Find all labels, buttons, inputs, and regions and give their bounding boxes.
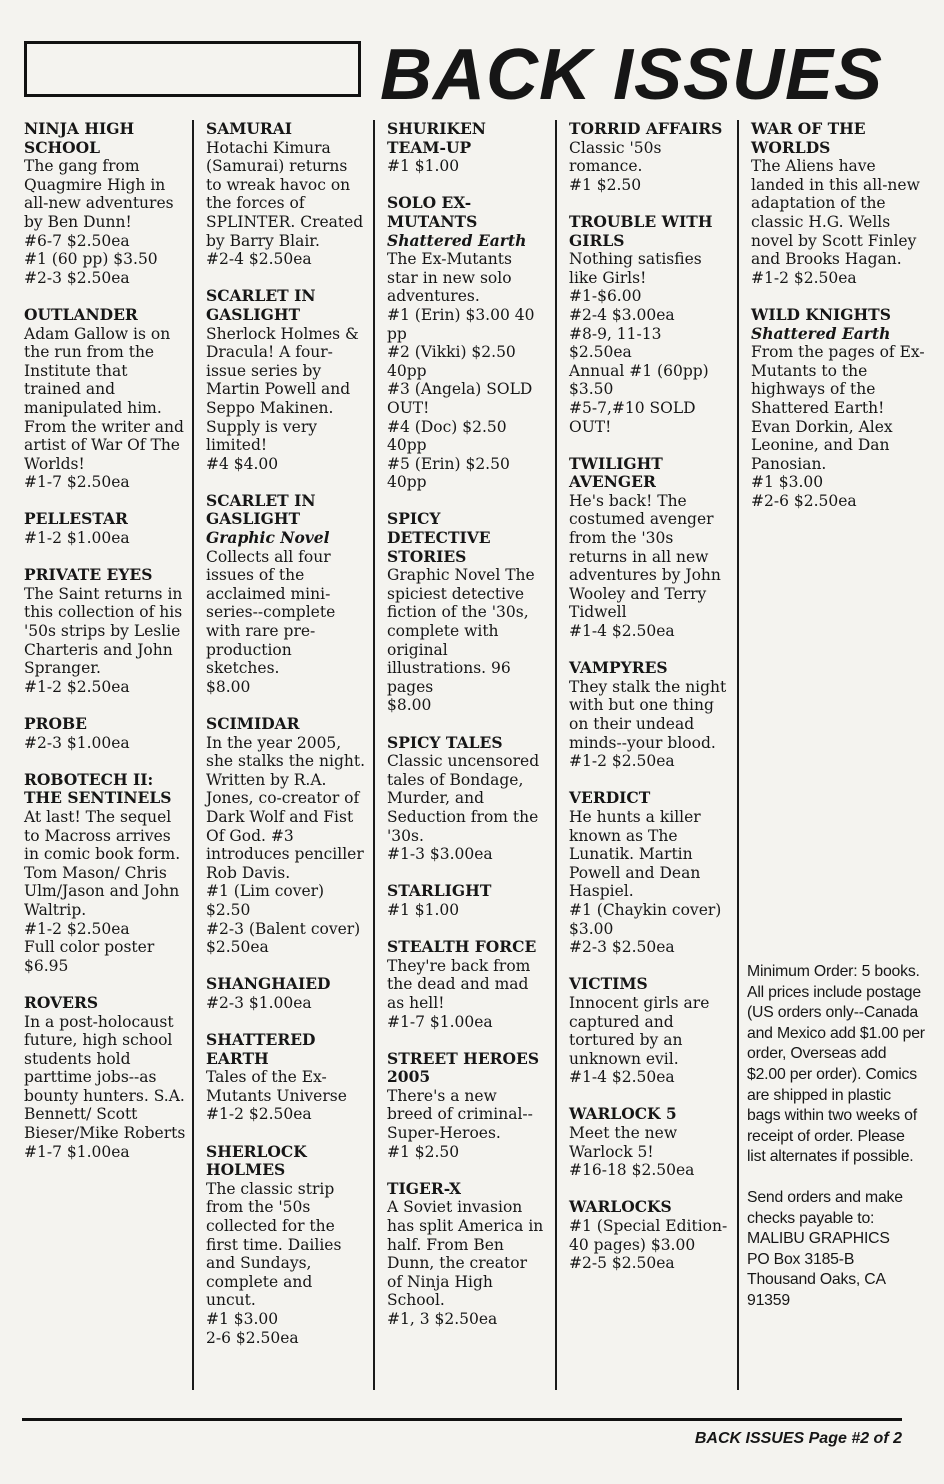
issue-entry <box>569 659 729 771</box>
order-info <box>747 962 927 1312</box>
issue-description: Classic '50s romance. <box>569 138 662 176</box>
issue-prices: $8.00 <box>206 677 251 696</box>
issue-entry <box>24 510 186 547</box>
issue-prices: #1-2 $2.50ea <box>751 268 857 287</box>
issue-title: SHANGHAIED <box>206 974 331 994</box>
issue-description: Classic uncensored tales of Bondage, Murder, and Seduction from the '30s. <box>387 752 540 845</box>
issue-entry <box>387 510 545 715</box>
issue-prices: #16-18 $2.50ea <box>569 1161 695 1180</box>
issue-title: SPICY TALES <box>387 732 503 752</box>
issue-entry <box>569 455 729 641</box>
page-footer: BACK ISSUES Page #2 of 2 <box>694 1430 902 1447</box>
issue-description: Tales of the Ex-Mutants Universe <box>206 1068 347 1105</box>
issue-subtitle: Graphic Novel <box>206 528 330 548</box>
issue-entry <box>569 213 729 436</box>
issue-entry <box>24 715 186 752</box>
issue-prices: #1-4 $2.50ea <box>569 622 675 641</box>
issue-title: VICTIMS <box>569 974 648 994</box>
issue-description: In the year 2005, she stalks the night. Written by R.A. Jones, co-creator of Dark Wolf and Fist Of God. #3 introduces penciller Rob Davis. <box>206 733 366 882</box>
issue-prices: #4 $4.00 <box>206 454 279 473</box>
issue-entry <box>387 1050 545 1162</box>
issue-prices: #1-2 $2.50ea <box>24 677 130 696</box>
column-divider <box>737 120 739 1390</box>
issue-entry <box>206 287 366 473</box>
issue-title: PRIVATE EYES <box>24 565 153 585</box>
issue-description: In a post-holocaust future, high school students hold parttime jobs--as bounty hunters. S.A. Bennett/ Scott Bieser/Mike Roberts <box>24 1012 186 1143</box>
issue-title: SHURIKEN TEAM-UP <box>387 119 486 157</box>
issue-title: WARLOCKS <box>569 1197 672 1217</box>
issue-entry <box>206 492 366 697</box>
issue-title: WILD KNIGHTS <box>751 304 891 324</box>
issue-entry <box>751 306 926 511</box>
issue-entry <box>751 120 926 287</box>
issue-title: STEALTH FORCE <box>387 937 537 957</box>
issue-title: SCARLET IN GASLIGHT <box>206 286 316 324</box>
issue-title: SHERLOCK HOLMES <box>206 1141 307 1180</box>
issue-prices: #1 (Erin) $3.00 40 pp #2 (Vikki) $2.50 40pp #3 (Angela) SOLD OUT! #4 (Doc) $2.50 40pp #5 (Erin) $2.50 40pp <box>387 305 535 492</box>
order-send-text: Send orders and make checks payable to: <box>747 1188 903 1227</box>
issue-title: SCARLET IN GASLIGHT <box>206 490 316 529</box>
blank-header-box <box>24 41 361 97</box>
issue-title: VERDICT <box>569 788 651 808</box>
issue-entry <box>387 194 545 492</box>
issue-prices: #1 (Special Edition-40 pages) $3.00 #2-5 $2.50ea <box>569 1217 728 1273</box>
issue-title: SPICY DETECTIVE STORIES <box>387 509 491 566</box>
column-4 <box>569 120 729 1410</box>
issue-prices: $8.00 <box>387 696 432 715</box>
column-3 <box>387 120 545 1410</box>
page-title: BACK ISSUES <box>380 35 884 115</box>
issue-description: Adam Gallow is on the run from the Institute that trained and manipulated him. From the writer and artist of War Of The Worlds! <box>24 324 184 473</box>
issue-prices: #1-7 $1.00ea <box>387 1012 493 1031</box>
issue-title: NINJA HIGH SCHOOL <box>24 119 135 157</box>
issue-description: Innocent girls are captured and tortured by an unknown evil. <box>569 993 710 1068</box>
issue-entry <box>387 120 545 176</box>
issue-description: He's back! The costumed avenger from the '30s returns in all new adventures by John Wooley and Terry Tidwell <box>569 491 721 622</box>
column-divider <box>192 120 194 1390</box>
issue-prices: #1-4 $2.50ea <box>569 1068 675 1087</box>
issue-prices: #2-3 $1.00ea <box>206 993 312 1012</box>
issue-entry <box>24 120 186 287</box>
issue-prices: #1 $1.00 <box>387 900 460 919</box>
issue-entry <box>206 715 366 957</box>
issue-prices: #1 $1.00 <box>387 157 460 176</box>
issue-prices: #1-$6.00 #2-4 $3.00ea #8-9, 11-13 $2.50ea Annual #1 (60pp) $3.50 #5-7,#10 SOLD OUT! <box>569 287 709 436</box>
issue-title: TIGER-X <box>387 1178 462 1198</box>
issue-prices: #1-3 $3.00ea <box>387 845 493 864</box>
footer-rule <box>22 1418 902 1421</box>
issue-entry <box>387 1180 545 1329</box>
issue-entry <box>569 975 729 1087</box>
issue-title: TWILIGHT AVENGER <box>569 453 663 492</box>
issue-prices: #1, 3 $2.50ea <box>387 1310 498 1328</box>
issue-title: PROBE <box>24 714 87 733</box>
issue-entry <box>206 1031 366 1124</box>
issue-title: ROBOTECH II: THE SENTINELS <box>24 769 172 808</box>
issue-title: ROVERS <box>24 992 99 1012</box>
column-divider <box>555 120 557 1390</box>
mailing-address: MALIBU GRAPHICS PO Box 3185-B Thousand Oaks, CA 91359 <box>747 1230 890 1309</box>
issue-entry <box>387 734 545 864</box>
issue-description: The classic strip from the '50s collected for the first time. Dailies and Sundays, complete and uncut. <box>206 1179 342 1310</box>
column-divider <box>373 120 375 1390</box>
issue-entry <box>24 306 186 492</box>
issue-subtitle: Shattered Earth <box>387 230 527 250</box>
issue-title: WARLOCK 5 <box>569 1104 677 1124</box>
issue-description: The Ex-Mutants star in new solo adventures. <box>387 250 512 306</box>
issue-description: There's a new breed of criminal--Super-Heroes. <box>387 1086 533 1143</box>
issue-entry <box>569 1198 729 1272</box>
issue-prices: #1-2 $2.50ea <box>569 752 675 771</box>
issue-entry <box>387 938 545 1031</box>
issue-entry <box>387 882 545 919</box>
issue-entry <box>24 566 186 696</box>
issue-title: WAR OF THE WORLDS <box>751 119 866 157</box>
issue-description: He hunts a killer known as The Lunatik. Martin Powell and Dean Haspiel. <box>569 807 701 901</box>
issue-entry <box>24 771 186 976</box>
issue-entry <box>569 120 729 194</box>
issue-description: Hotachi Kimura (Samurai) returns to wreak havoc on the forces of SPLINTER. Created by Barry Blair. <box>206 138 364 250</box>
issue-title: SCIMIDAR <box>206 714 300 733</box>
issue-prices: #6-7 $2.50ea #1 (60 pp) $3.50 #2-3 $2.50ea <box>24 231 158 287</box>
issue-description: Collects all four issues of the acclaimed mini-series--complete with rare pre-production sketches. <box>206 547 336 678</box>
issue-description: They stalk the night with but one thing on their undead minds--your blood. <box>569 677 727 752</box>
issue-title: VAMPYRES <box>569 658 668 678</box>
issue-entry <box>206 120 366 269</box>
issue-entry <box>24 994 186 1161</box>
order-minimum-text: Minimum Order: 5 books. All prices include postage (US orders only--Canada and Mexico add $1.00 per order, Overseas add $2.00 per order). Comics are shipped in plastic bags within two weeks of receipt of order. Please list alternates if possible. <box>747 963 925 1166</box>
issue-prices: #1-2 $2.50ea Full color poster $6.95 <box>24 919 155 975</box>
issue-prices: #1 (Lim cover) $2.50 #2-3 (Balent cover) $2.50ea <box>206 882 361 957</box>
issue-prices: #2-3 $1.00ea <box>24 733 130 752</box>
issue-title: PELLESTAR <box>24 509 128 529</box>
issue-title: STREET HEROES 2005 <box>387 1048 540 1087</box>
issue-entry <box>206 975 366 1012</box>
issue-prices: #1-7 $1.00ea <box>24 1142 130 1161</box>
issue-title: STARLIGHT <box>387 881 492 901</box>
issue-prices: #1 (Chaykin cover) $3.00 #2-3 $2.50ea <box>569 900 722 957</box>
issue-prices: #1-7 $2.50ea <box>24 473 130 492</box>
issue-prices: #1 $3.00 2-6 $2.50ea <box>206 1310 299 1347</box>
issue-description: The Aliens have landed in this all-new adaptation of the classic H.G. Wells novel by Scott Finley and Brooks Hagan. <box>751 157 920 269</box>
issue-description: Graphic Novel The spiciest detective fiction of the '30s, complete with original illustrations. 96 pages <box>387 566 535 696</box>
issue-title: TORRID AFFAIRS <box>569 119 723 138</box>
issue-prices: #1 $2.50 <box>387 1142 460 1161</box>
issue-entry <box>569 789 729 956</box>
issue-prices: #2-4 $2.50ea <box>206 250 312 269</box>
issue-entry <box>569 1105 729 1179</box>
issue-title: SAMURAI <box>206 119 293 138</box>
issue-description: At last! The sequel to Macross arrives in comic book form. Tom Mason/ Chris Ulm/Jason and John Waltrip. <box>24 807 181 919</box>
issue-title: TROUBLE WITH GIRLS <box>569 211 713 250</box>
issue-description: From the pages of Ex-Mutants to the highways of the Shattered Earth! Evan Dorkin, Alex Leonine, and Dan Panosian. <box>751 343 925 473</box>
issue-title: OUTLANDER <box>24 304 138 324</box>
issue-description: Meet the new Warlock 5! <box>569 1124 678 1161</box>
issue-description: They're back from the dead and mad as hell! <box>387 956 531 1012</box>
issue-description: Nothing satisfies like Girls! <box>569 250 702 287</box>
issue-prices: #1 $2.50 <box>569 175 642 194</box>
issue-description: The Saint returns in this collection of his '50s strips by Leslie Charteris and John Spranger. <box>24 584 183 678</box>
column-1 <box>24 120 186 1410</box>
issue-description: A Soviet invasion has split America in half. From Ben Dunn, the creator of Ninja High School. <box>387 1198 544 1310</box>
issue-description: The gang from Quagmire High in all-new adventures by Ben Dunn! <box>24 157 174 231</box>
issue-prices: #1 $3.00 #2-6 $2.50ea <box>751 473 857 510</box>
issue-entry <box>206 1143 366 1348</box>
issue-subtitle: Shattered Earth <box>751 323 891 343</box>
issue-prices: #1-2 $2.50ea <box>206 1105 312 1124</box>
issue-title: SHATTERED EARTH <box>206 1030 316 1068</box>
issue-title: SOLO EX-MUTANTS <box>387 193 478 231</box>
issue-prices: #1-2 $1.00ea <box>24 529 130 548</box>
column-2 <box>206 120 366 1410</box>
issue-description: Sherlock Holmes & Dracula! A four-issue series by Martin Powell and Seppo Makinen. Supply is very limited! <box>206 324 359 455</box>
